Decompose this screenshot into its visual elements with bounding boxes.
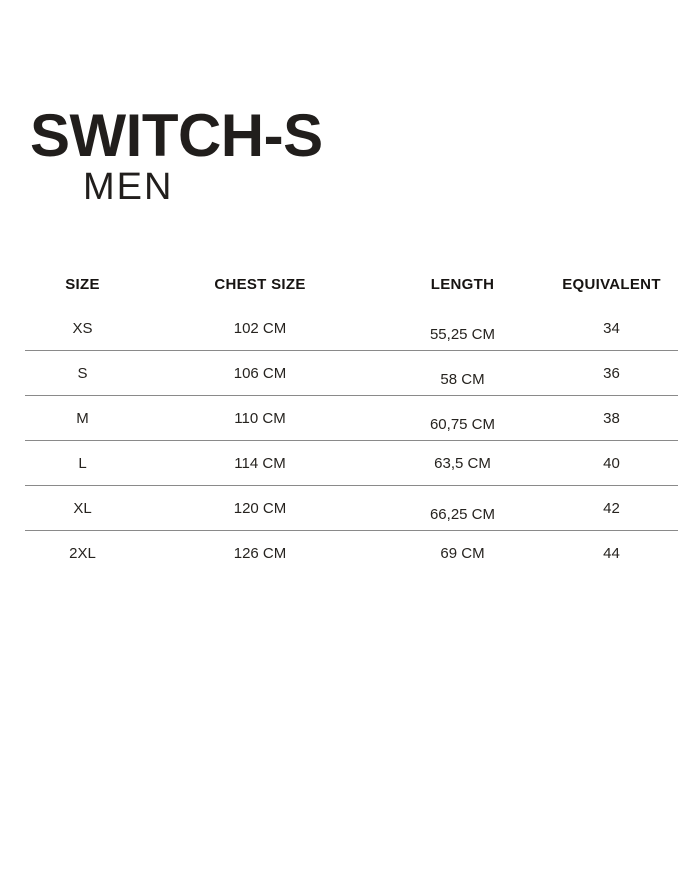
cell-size: M [76,409,89,427]
column-header-length: LENGTH [430,275,495,293]
cell-chest-size: 106 CM [233,364,287,382]
column-header-size: SIZE [65,275,100,293]
cell-chest-size: 114 CM [234,454,286,472]
table-row-s [25,351,678,396]
table-row-m [25,396,678,441]
column-header-chest-size: CHEST SIZE [214,275,306,293]
size-table [25,262,678,575]
table-header-row [25,262,678,306]
cell-size: 2XL [69,544,96,562]
cell-length: 60,75 CM [429,415,496,433]
table-row-l [25,441,678,486]
cell-length: 63,5 CM [434,454,491,472]
product-title: SWITCH-S [30,102,323,169]
cell-size: XS [72,319,93,337]
cell-length: 55,25 CM [429,325,496,343]
cell-size: XL [73,499,92,517]
cell-chest-size: 120 CM [233,499,287,517]
cell-chest-size: 102 CM [233,319,287,337]
cell-equivalent: 40 [603,454,620,472]
cell-length: 66,25 CM [429,505,496,523]
gender-subtitle: MEN [83,166,174,208]
cell-equivalent: 34 [603,319,620,337]
cell-chest-size: 110 CM [234,409,286,427]
table-row-xl [25,486,678,531]
cell-equivalent: 36 [603,364,620,382]
column-header-equivalent: EQUIVALENT [562,275,661,293]
cell-equivalent: 42 [603,499,620,517]
cell-equivalent: 38 [603,409,620,427]
cell-length: 58 CM [440,370,485,388]
cell-size: L [78,454,87,472]
cell-size: S [77,364,88,382]
table-row-xs [25,306,678,351]
table-row-2xl [25,531,678,575]
cell-length: 69 CM [440,544,485,562]
brand-block [30,102,323,209]
cell-chest-size: 126 CM [233,544,287,562]
cell-equivalent: 44 [603,544,620,562]
